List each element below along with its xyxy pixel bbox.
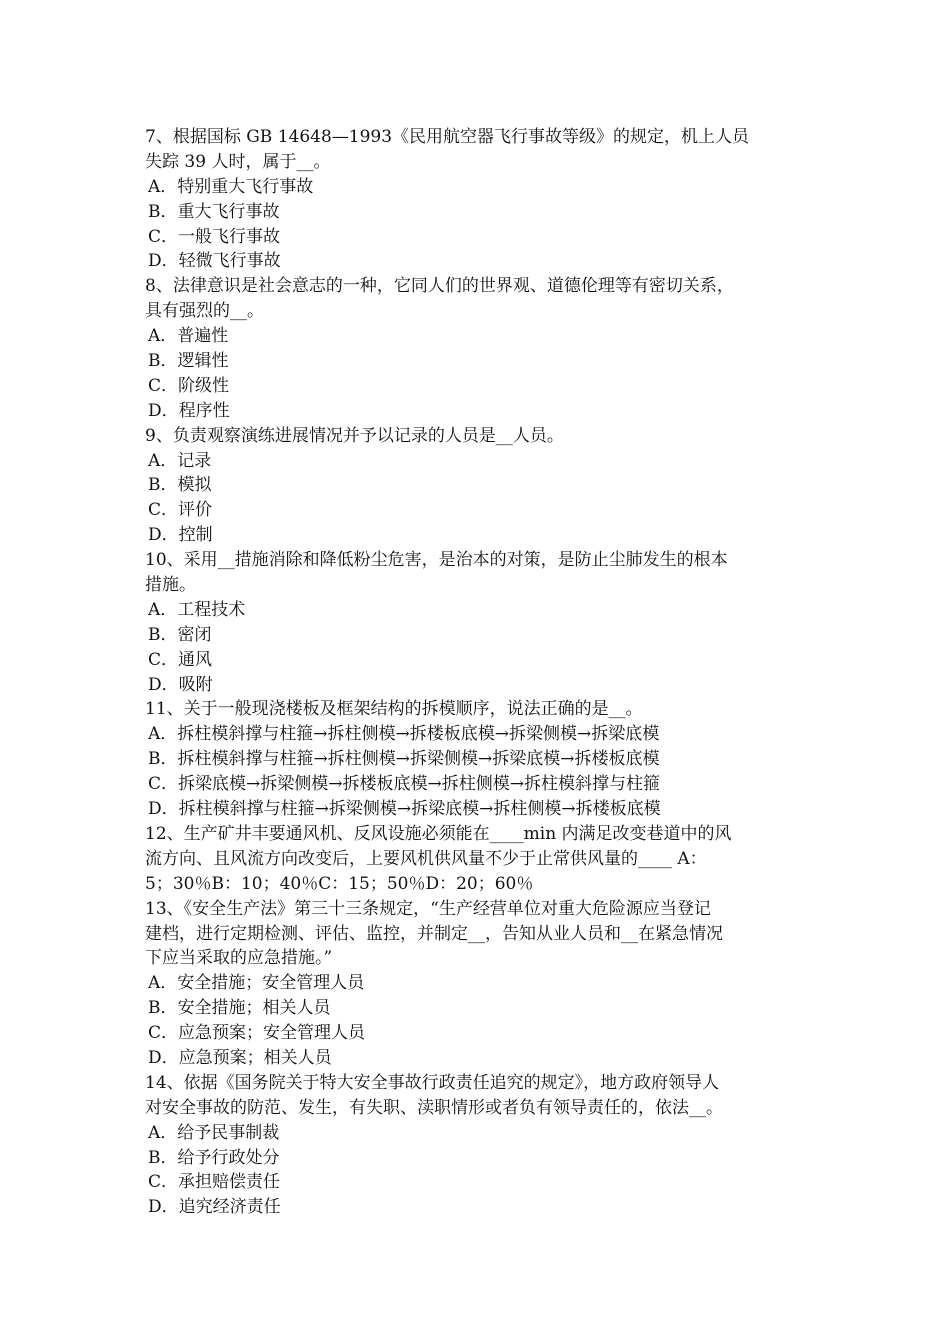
option-a: A．工程技术 [148, 599, 246, 620]
option-a: A．特别重大飞行事故 [148, 176, 314, 197]
question-9 [145, 424, 810, 548]
option-b: B．拆柱模斜撑与柱箍→拆柱侧模→拆梁侧模→拆梁底模→拆楼板底模 [148, 749, 660, 770]
option-c: C．承担赔偿责任 [148, 1172, 281, 1193]
option-b: B．重大飞行事故 [148, 201, 280, 222]
option-c: C．拆梁底模→拆梁侧模→拆楼板底模→拆柱侧模→拆柱模斜撑与柱箍 [148, 774, 660, 795]
question-stem-line: 措施。 [145, 575, 196, 596]
option-d: D．追究经济责任 [148, 1197, 281, 1218]
option-d: D．吸附 [148, 674, 213, 695]
question-13 [145, 897, 810, 1071]
question-stem-line: 7、根据国标 GB 14648—1993《民用航空器飞行事故等级》的规定，机上人员 [145, 127, 750, 147]
option-c: C．通风 [148, 649, 213, 670]
question-14 [145, 1071, 810, 1220]
question-stem-line: 下应当采取的应急措施。” [145, 948, 333, 969]
question-stem-line: 11、关于一般现浇楼板及框架结构的拆模顺序，说法正确的是__。 [145, 699, 643, 720]
question-7 [145, 125, 810, 274]
option-d: D．控制 [148, 525, 213, 546]
option-b: B．逻辑性 [148, 351, 229, 372]
question-stem-line: 建档，进行定期检测、评估、监控，并制定__，告知从业人员和__在紧急情况 [145, 923, 723, 944]
question-11 [145, 697, 810, 821]
question-stem-line: 14、依据《国务院关于特大安全事故行政责任追究的规定》，地方政府领导人 [145, 1072, 720, 1093]
option-b: B．模拟 [148, 475, 212, 496]
option-c: C．一般飞行事故 [148, 226, 281, 247]
question-stem-line: 10、采用__措施消除和降低粉尘危害，是治本的对策，是防止尘肺发生的根本 [145, 550, 728, 571]
question-8 [145, 274, 810, 423]
option-c: C．应急预案；安全管理人员 [148, 1023, 366, 1044]
question-stem-line: 5；30％B：10；40％C：15；50％D：20；60％ [145, 873, 534, 894]
question-stem-line: 对安全事故的防范、发生，有失职、渎职情形或者负有领导责任的，依法__。 [145, 1097, 723, 1118]
option-d: D．程序性 [148, 400, 230, 421]
option-c: C．评价 [148, 500, 213, 521]
option-a: A．记录 [148, 450, 212, 471]
option-b: B．密闭 [148, 624, 212, 645]
option-d: D．拆柱模斜撑与柱箍→拆梁侧模→拆梁底模→拆柱侧模→拆楼板底模 [148, 799, 661, 820]
question-stem-line: 8、法律意识是社会意志的一种，它同人们的世界观、道德伦理等有密切关系， [145, 276, 734, 297]
option-a: A．普遍性 [148, 326, 229, 347]
question-stem-line: 12、生产矿井丰要通风机、反风设施必须能在____min 内满足改变巷道中的风 [145, 823, 732, 844]
option-c: C．阶级性 [148, 375, 230, 396]
option-b: B．安全措施；相关人员 [148, 998, 331, 1019]
option-d: D．应急预案；相关人员 [148, 1047, 332, 1068]
question-stem-line: 9、负责观察演练进展情况并予以记录的人员是__人员。 [145, 425, 564, 446]
question-stem-line: 流方向、且风流方向改变后，上要风机供风量不少于止常供风量的____ A： [145, 848, 707, 869]
option-a: A．安全措施；安全管理人员 [148, 973, 365, 994]
option-d: D．轻微飞行事故 [148, 251, 281, 272]
question-stem-line: 具有强烈的__。 [145, 301, 264, 322]
question-stem-line: 13、《安全生产法》第三十三条规定，“生产经营单位对重大危险源应当登记 [145, 898, 711, 919]
option-a: A．给予民事制裁 [148, 1122, 280, 1143]
option-b: B．给予行政处分 [148, 1147, 280, 1168]
question-10 [145, 548, 810, 697]
document-page [145, 125, 810, 1220]
question-12 [145, 822, 810, 897]
option-a: A．拆柱模斜撑与柱箍→拆柱侧模→拆楼板底模→拆梁侧模→拆梁底模 [148, 724, 660, 745]
question-stem-line: 失踪 39 人时，属于__。 [145, 151, 331, 172]
